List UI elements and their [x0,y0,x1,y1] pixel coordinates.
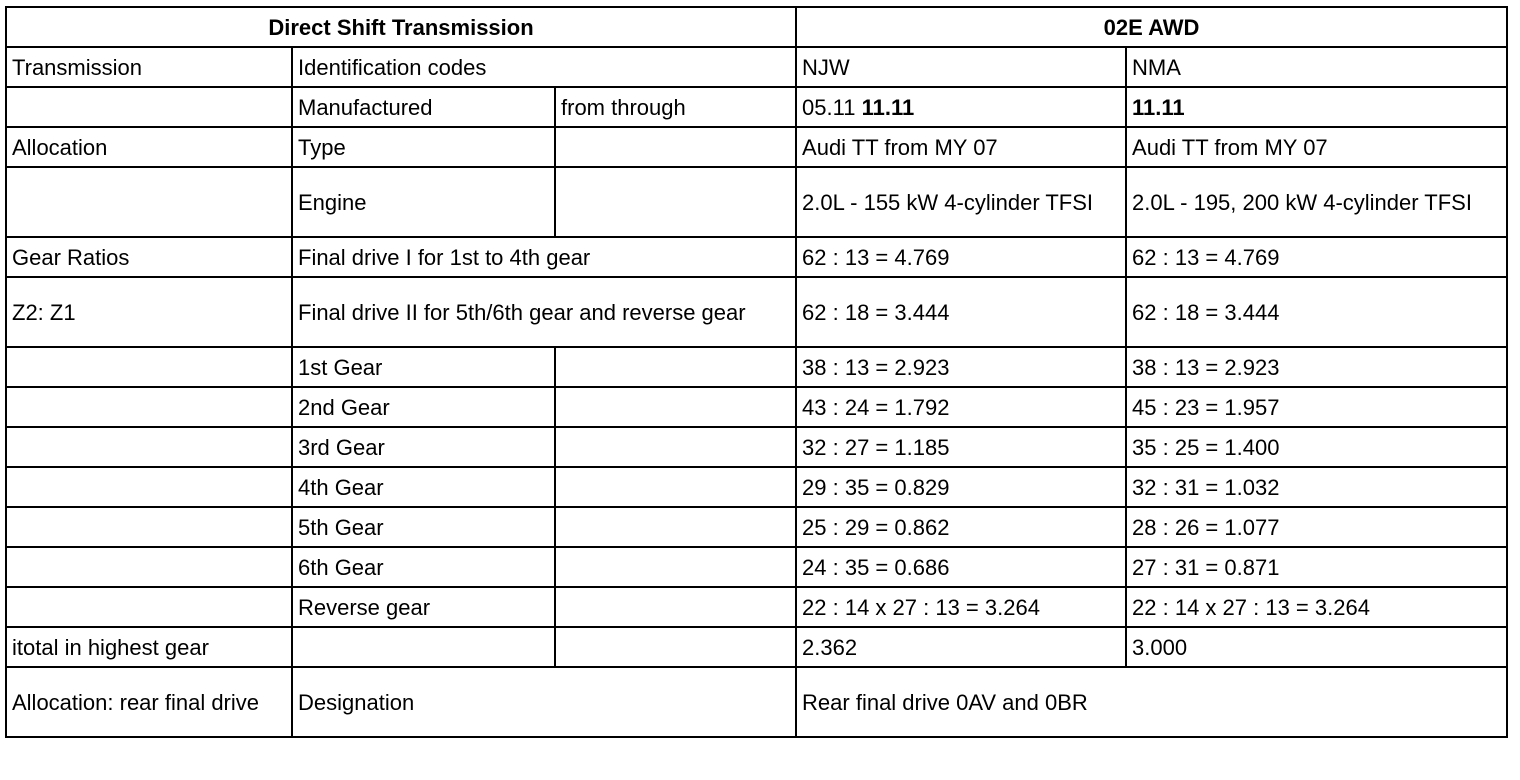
empty-cell [555,587,796,627]
empty-cell [555,427,796,467]
table-row [6,387,1507,427]
value-cell: 3.000 [1126,627,1507,667]
value-cell: 28 : 26 = 1.077 [1126,507,1507,547]
empty-cell [555,547,796,587]
empty-cell [555,127,796,167]
row-label: Transmission [6,47,292,87]
table-row [6,507,1507,547]
value-cell: Audi TT from MY 07 [796,127,1126,167]
row-field: Final drive I for 1st to 4th gear [292,237,796,277]
value-cell: 62 : 13 = 4.769 [1126,237,1507,277]
row-subfield: from through [555,87,796,127]
value-cell: 38 : 13 = 2.923 [796,347,1126,387]
row-field: Type [292,127,555,167]
value-cell: 2.362 [796,627,1126,667]
value-cell: Audi TT from MY 07 [1126,127,1507,167]
row-label: itotal in highest gear [6,627,292,667]
table-row [6,427,1507,467]
value-cell: 45 : 23 = 1.957 [1126,387,1507,427]
table-row [6,627,1507,667]
date-from: 05.11 [802,94,862,120]
empty-cell [6,427,292,467]
value-cell: 62 : 18 = 3.444 [1126,277,1507,347]
empty-cell [6,467,292,507]
value-cell: 22 : 14 x 27 : 13 = 3.264 [796,587,1126,627]
empty-cell [555,347,796,387]
row-field: Manufactured [292,87,555,127]
value-cell: 24 : 35 = 0.686 [796,547,1126,587]
gear-label: 4th Gear [292,467,555,507]
row-field: Designation [292,667,796,737]
empty-cell [555,507,796,547]
row-label: Allocation: rear final drive [6,667,292,737]
table-row [6,127,1507,167]
value-cell: 11.11 [1126,87,1507,127]
table-row [6,237,1507,277]
value-cell: 27 : 31 = 0.871 [1126,547,1507,587]
row-label: Gear Ratios [6,237,292,277]
row-field: Identification codes [292,47,796,87]
value-cell: 2.0L - 195, 200 kW 4-cylinder TFSI [1126,167,1507,237]
gear-label: 1st Gear [292,347,555,387]
table-row [6,47,1507,87]
empty-cell [6,87,292,127]
gear-label: 6th Gear [292,547,555,587]
gear-label: Reverse gear [292,587,555,627]
gear-label: 2nd Gear [292,387,555,427]
value-cell: NMA [1126,47,1507,87]
value-cell: 38 : 13 = 2.923 [1126,347,1507,387]
empty-cell [6,387,292,427]
table-row [6,277,1507,347]
empty-cell [555,627,796,667]
value-cell: NJW [796,47,1126,87]
value-cell: 43 : 24 = 1.792 [796,387,1126,427]
table-row [6,87,1507,127]
table-row [6,667,1507,737]
value-cell [796,87,1126,127]
row-field: Final drive II for 5th/6th gear and reverse gear [292,277,796,347]
empty-cell [555,167,796,237]
value-cell: 29 : 35 = 0.829 [796,467,1126,507]
empty-cell [6,507,292,547]
date-through: 11.11 [861,94,915,120]
header-right: 02E AWD [796,7,1507,47]
table-row [6,547,1507,587]
value-cell: 32 : 27 = 1.185 [796,427,1126,467]
value-cell: Rear final drive 0AV and 0BR [796,667,1507,737]
table-row [6,167,1507,237]
row-label: Z2: Z1 [6,277,292,347]
value-cell: 25 : 29 = 0.862 [796,507,1126,547]
empty-cell [6,547,292,587]
value-cell: 62 : 13 = 4.769 [796,237,1126,277]
empty-cell [292,627,555,667]
value-cell: 35 : 25 = 1.400 [1126,427,1507,467]
header-row [6,7,1507,47]
value-cell: 62 : 18 = 3.444 [796,277,1126,347]
spec-table [5,6,1508,738]
table-row [6,467,1507,507]
table-row [6,587,1507,627]
gear-label: 3rd Gear [292,427,555,467]
empty-cell [6,167,292,237]
row-label: Allocation [6,127,292,167]
empty-cell [6,347,292,387]
table-row [6,347,1507,387]
row-field: Engine [292,167,555,237]
gear-label: 5th Gear [292,507,555,547]
empty-cell [555,387,796,427]
value-cell: 32 : 31 = 1.032 [1126,467,1507,507]
empty-cell [555,467,796,507]
value-cell: 2.0L - 155 kW 4-cylinder TFSI [796,167,1126,237]
header-left: Direct Shift Transmission [6,7,796,47]
empty-cell [6,587,292,627]
value-cell: 22 : 14 x 27 : 13 = 3.264 [1126,587,1507,627]
